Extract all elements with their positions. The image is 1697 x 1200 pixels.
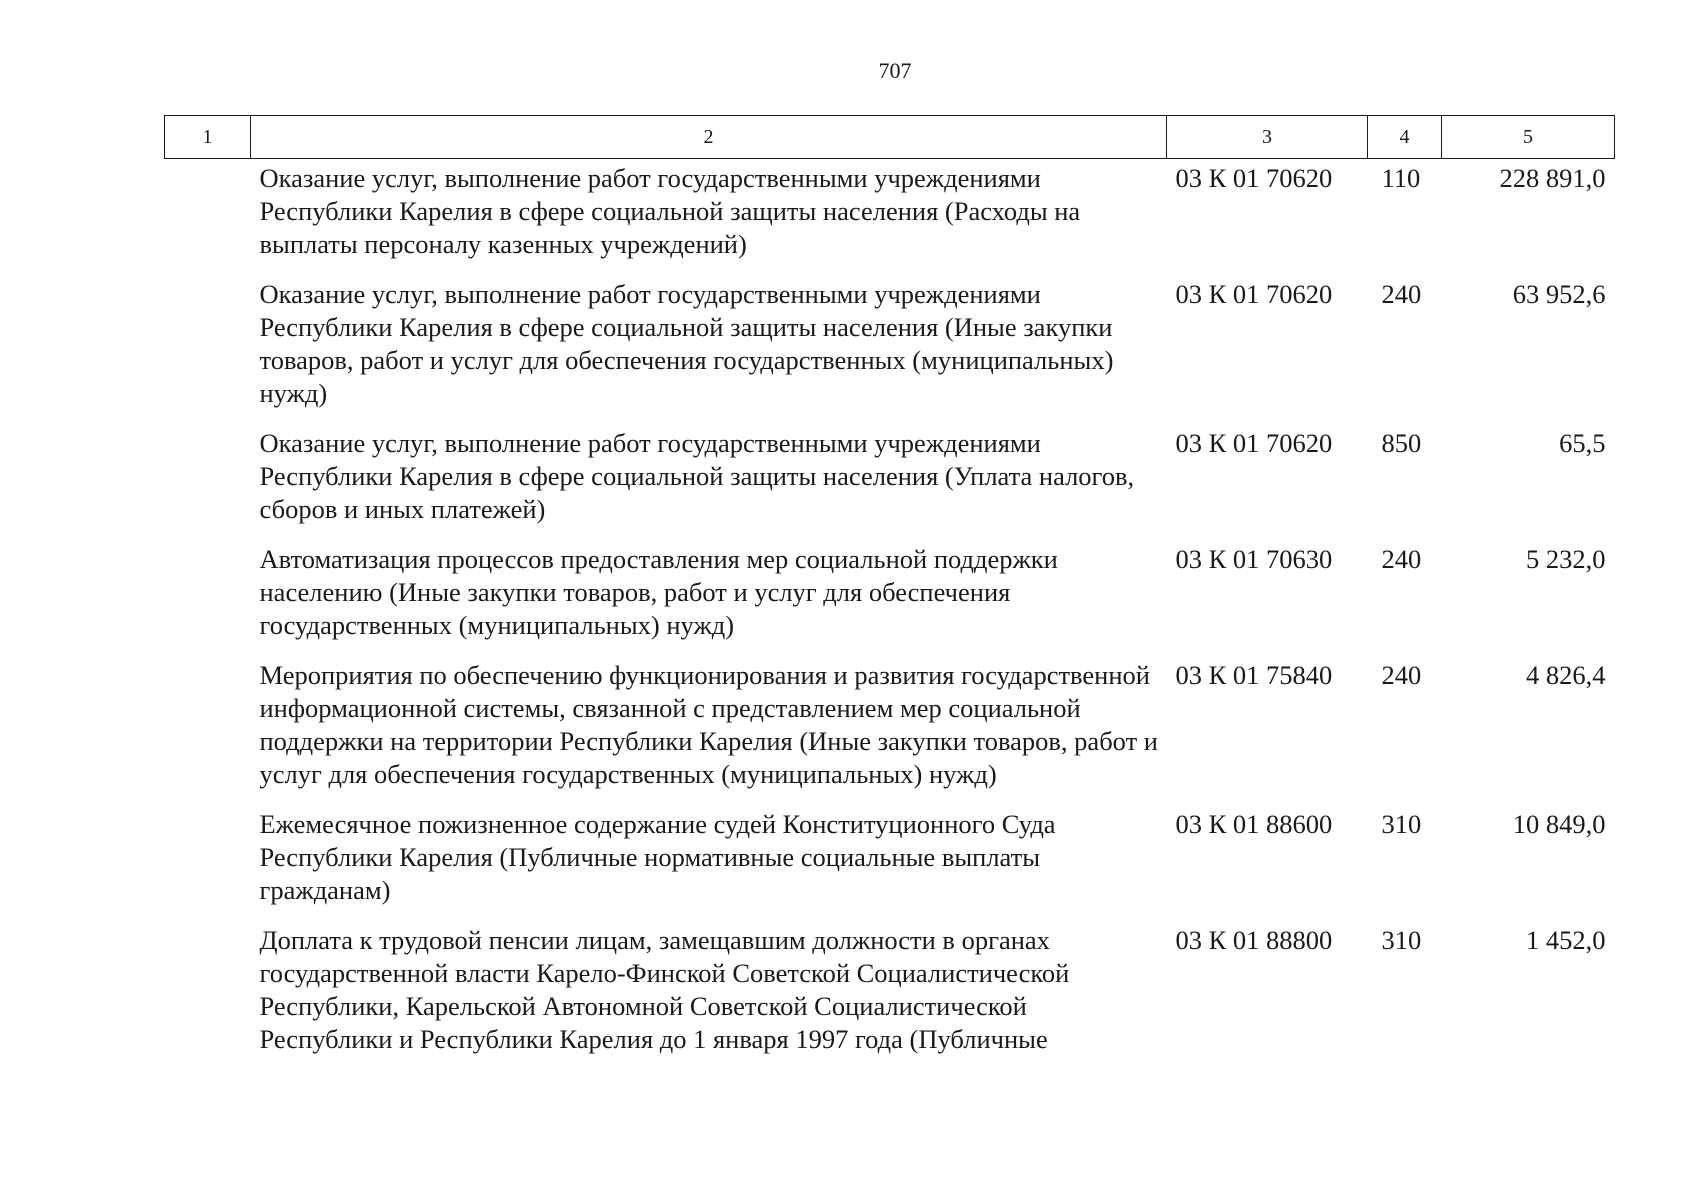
row-target-code-text: 03 К 01 70630 bbox=[1175, 544, 1333, 574]
row-amount-text: 1 452,0 bbox=[1526, 925, 1606, 955]
row-description-text: Ежемесячное пожизненное содержание судей Конституционного Суда Республики Карелия (Публичные нормативные социальные выплаты гражданам) bbox=[259, 809, 1056, 905]
row-target-code-text: 03 К 01 75840 bbox=[1175, 660, 1333, 690]
row-target-code-text: 03 К 01 88600 bbox=[1175, 809, 1333, 839]
row-amount-text: 228 891,0 bbox=[1499, 163, 1606, 193]
row-expense-type-text: 240 bbox=[1381, 544, 1422, 574]
row-target-code bbox=[1167, 805, 1368, 921]
row-target-code-text: 03 К 01 88800 bbox=[1175, 925, 1333, 955]
row-expense-type bbox=[1368, 424, 1442, 540]
row-description-text: Оказание услуг, выполнение работ государственными учреждениями Республики Карелия в сфере социальной защиты населения (Расходы на выплаты персоналу казенных учреждений) bbox=[259, 163, 1081, 259]
column-header-1: 1 bbox=[165, 116, 251, 159]
table-row bbox=[165, 540, 1615, 656]
row-amount bbox=[1442, 159, 1615, 276]
row-amount-text: 65,5 bbox=[1559, 428, 1606, 458]
row-description-text: Автоматизация процессов предоставления мер социальной поддержки населению (Иные закупки товаров, работ и услуг для обеспечения государственных (муниципальных) нужд) bbox=[259, 544, 1058, 640]
row-amount-text: 5 232,0 bbox=[1526, 544, 1606, 574]
table-header-row bbox=[165, 116, 1615, 159]
row-description bbox=[251, 540, 1167, 656]
row-target-code-text: 03 К 01 70620 bbox=[1175, 279, 1333, 309]
row-amount bbox=[1442, 921, 1615, 1070]
column-header-3: 3 bbox=[1167, 116, 1368, 159]
row-expense-type bbox=[1368, 159, 1442, 276]
budget-table bbox=[164, 115, 1615, 1070]
row-amount-text: 63 952,6 bbox=[1512, 279, 1606, 309]
row-expense-type-text: 240 bbox=[1381, 279, 1422, 309]
row-description-text: Мероприятия по обеспечению функционирования и развития государственной информационной системы, связанной с представлением мер социальной поддержки на территории Республики Карелия (Иные закупки товаров, работ и услуг для обеспечения государственных (муниципальных) нужд) bbox=[259, 660, 1158, 789]
page-number: 707 bbox=[878, 58, 912, 83]
column-header-4: 4 bbox=[1368, 116, 1442, 159]
row-amount bbox=[1442, 656, 1615, 805]
row-expense-type bbox=[1368, 275, 1442, 424]
table-row bbox=[165, 275, 1615, 424]
row-number-cell bbox=[165, 540, 251, 656]
row-number-cell bbox=[165, 921, 251, 1070]
row-expense-type bbox=[1368, 805, 1442, 921]
table-row bbox=[165, 656, 1615, 805]
row-target-code-text: 03 К 01 70620 bbox=[1175, 163, 1333, 193]
row-expense-type-text: 850 bbox=[1381, 428, 1422, 458]
row-description bbox=[251, 805, 1167, 921]
row-description bbox=[251, 656, 1167, 805]
row-target-code bbox=[1167, 656, 1368, 805]
row-expense-type-text: 310 bbox=[1381, 925, 1422, 955]
row-description-text: Доплата к трудовой пенсии лицам, замещавшим должности в органах государственной власти Карело-Финской Советской Социалистической Республики, Карельской Автономной Советской Социалистической Республики и Республики Карелия до 1 января 1997 года (Публичные bbox=[259, 925, 1070, 1054]
row-number-cell bbox=[165, 656, 251, 805]
table-row bbox=[165, 424, 1615, 540]
row-description-text: Оказание услуг, выполнение работ государственными учреждениями Республики Карелия в сфере социальной защиты населения (Иные закупки товаров, работ и услуг для обеспечения государственных (муниципальных) нужд) bbox=[259, 279, 1114, 408]
row-target-code-text: 03 К 01 70620 bbox=[1175, 428, 1333, 458]
row-expense-type bbox=[1368, 921, 1442, 1070]
row-description bbox=[251, 275, 1167, 424]
row-number-cell bbox=[165, 805, 251, 921]
row-expense-type-text: 110 bbox=[1381, 163, 1421, 193]
row-expense-type-text: 310 bbox=[1381, 809, 1422, 839]
row-expense-type bbox=[1368, 656, 1442, 805]
row-target-code bbox=[1167, 159, 1368, 276]
column-header-2: 2 bbox=[251, 116, 1167, 159]
row-amount bbox=[1442, 275, 1615, 424]
row-target-code bbox=[1167, 540, 1368, 656]
table-row bbox=[165, 159, 1615, 276]
row-amount-text: 10 849,0 bbox=[1512, 809, 1606, 839]
row-number-cell bbox=[165, 275, 251, 424]
table-row bbox=[165, 921, 1615, 1070]
row-description bbox=[251, 921, 1167, 1070]
row-description bbox=[251, 159, 1167, 276]
row-expense-type bbox=[1368, 540, 1442, 656]
row-amount-text: 4 826,4 bbox=[1526, 660, 1606, 690]
row-target-code bbox=[1167, 921, 1368, 1070]
row-target-code bbox=[1167, 424, 1368, 540]
row-description bbox=[251, 424, 1167, 540]
row-description-text: Оказание услуг, выполнение работ государственными учреждениями Республики Карелия в сфере социальной защиты населения (Уплата налогов, сборов и иных платежей) bbox=[259, 428, 1135, 524]
row-target-code bbox=[1167, 275, 1368, 424]
table-body bbox=[165, 159, 1615, 1071]
row-amount bbox=[1442, 540, 1615, 656]
row-number-cell bbox=[165, 424, 251, 540]
row-number-cell bbox=[165, 159, 251, 276]
table-row bbox=[165, 805, 1615, 921]
row-amount bbox=[1442, 424, 1615, 540]
row-amount bbox=[1442, 805, 1615, 921]
column-header-5: 5 bbox=[1442, 116, 1615, 159]
row-expense-type-text: 240 bbox=[1381, 660, 1422, 690]
